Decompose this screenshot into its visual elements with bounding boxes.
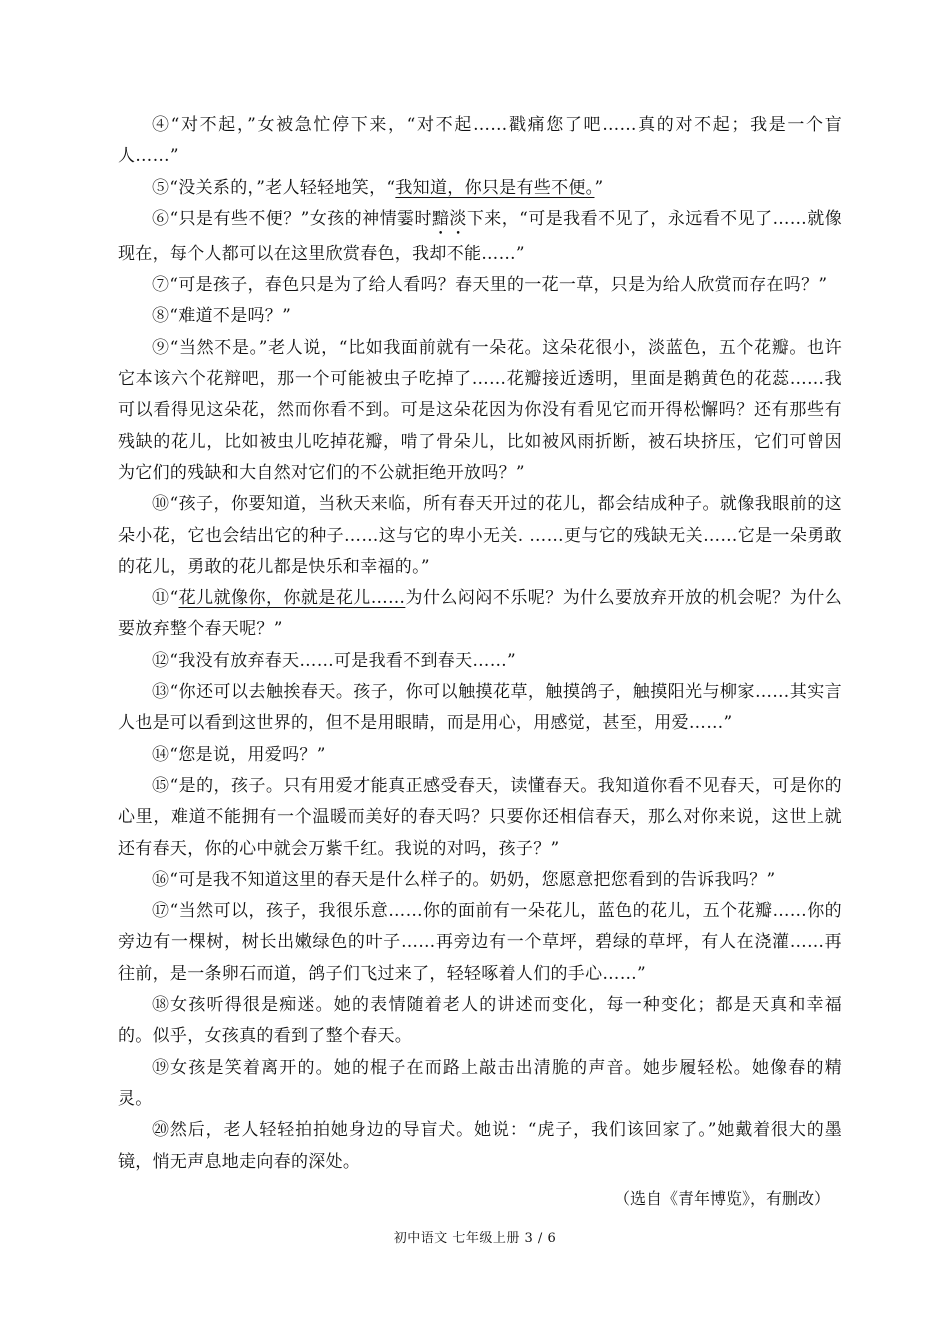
paragraph-8: ⑧“难道不是吗？” <box>152 306 292 327</box>
paragraph-11-text: ⑪“ <box>152 588 179 609</box>
paragraph-4: ④“对不起，”女被急忙停下来，“对不起……戳痛您了吧……真的对不起；我是一个盲人……” <box>118 115 842 167</box>
paragraph-5 <box>118 173 842 204</box>
underlined-sentence: 花儿就像你，你就是花儿…… <box>178 588 406 609</box>
document-body <box>118 110 842 1214</box>
paragraph-5-tail: ” <box>594 177 604 198</box>
paragraph-9: ⑨“当然不是。”老人说，“比如我面前就有一朵花。这朵花很小，淡蓝色，五个花瓣。也许它本该六个花辩吧，那一个可能被虫子吃掉了……花瓣接近透明，里面是鹅黄色的花蕊……我可以看得见这朵花，然而你看不到。可是这朵花因为你没有看见它而开得松懈吗？还有那些有残缺的花儿，比如被虫儿吃掉花瓣，啃了骨朵儿，比如被风雨折断，被石块挤压，它们可曾因为它们的残缺和大自然对它们的不公就拒绝开放吗？” <box>118 337 842 483</box>
paragraph-6-text: ⑥“只是有些不便？”女孩的神情霎时 <box>152 208 432 229</box>
paragraph-14: ⑭“您是说，用爱吗？” <box>152 744 326 765</box>
paragraph-15: ⑮“是的，孩子。只有用爱才能真正感受春天，读懂春天。我知道你看不见春天，可是你的心里，难道不能拥有一个温暖而美好的春天吗？只要你还相信春天，那么对你来说，这世上就还有春天，你的心中就会万紫千红。我说的对吗，孩子？” <box>118 775 842 859</box>
paragraph-7: ⑦“可是孩子，春色只是为了给人看吗？春天里的一花一草，只是为给人欣赏而存在吗？” <box>152 275 828 296</box>
emphasized-word: 黯淡 <box>431 208 467 229</box>
paragraph-18: ⑱女孩听得很是痴迷。她的表情随着老人的讲述而变化，每一种变化；都是天真和幸福的。似乎，女孩真的看到了整个春天。 <box>118 995 842 1047</box>
source-citation: （选自《青年博览》，有删改） <box>613 1188 830 1208</box>
paragraph-6-tail: 下来，“可是我看不见了，永远看不见了……就像现在，每个人都可以在这里欣赏春色，我却不能……” <box>118 208 842 264</box>
paragraph-11 <box>118 583 842 646</box>
underlined-sentence: 我知道，你只是有些不便。 <box>395 177 595 198</box>
paragraph-6 <box>118 204 842 270</box>
paragraph-17: ⑰“当然可以，孩子，我很乐意……你的面前有一朵花儿，蓝色的花儿，五个花瓣……你的旁边有一棵树，树长出嫩绿色的叶子……再旁边有一个草坪，碧绿的草坪，有人在浇灌……再往前，是一条卵石而道，鸽子们飞过来了，轻轻啄着人们的手心……” <box>118 901 842 984</box>
paragraph-12: ⑫“我没有放弃春天……可是我看不到春天……” <box>152 650 516 671</box>
paragraph-5-text: ⑤“没关系的，”老人轻轻地笑，“ <box>152 177 396 198</box>
paragraph-10: ⑩“孩子，你要知道，当秋天来临，所有春天开过的花儿，都会结成种子。就像我眼前的这朵小花，它也会结出它的种子……这与它的卑小无关. ……更与它的残缺无关……它是一朵勇敢的花儿，勇敢的花儿都是快乐和幸福的。” <box>118 494 842 577</box>
paragraph-20: ⑳然后，老人轻轻拍拍她身边的导盲犬。她说：“虎子，我们该回家了。”她戴着很大的墨镜，悄无声息地走向春的深处。 <box>118 1120 842 1172</box>
paragraph-13: ⑬“你还可以去触挨春天。孩子，你可以触摸花草，触摸鸽子，触摸阳光与柳家……其实言人也是可以看到这世界的，但不是用眼睛，而是用心，用感觉，甚至，用爱……” <box>118 682 842 734</box>
paragraph-11-tail: 为什么闷闷不乐呢？为什么要放弃开放的机会呢？为什么要放弃整个春天呢？” <box>118 588 843 640</box>
paragraph-19: ⑲女孩是笑着离开的。她的棍子在而路上敲击出清脆的声音。她步履轻松。她像春的精灵。 <box>118 1057 842 1109</box>
paragraph-16: ⑯“可是我不知道这里的春天是什么样子的。奶奶，您愿意把您看到的告诉我吗？” <box>152 869 776 890</box>
page-footer: 初中语文 七年级上册 3 / 6 <box>393 1231 557 1246</box>
